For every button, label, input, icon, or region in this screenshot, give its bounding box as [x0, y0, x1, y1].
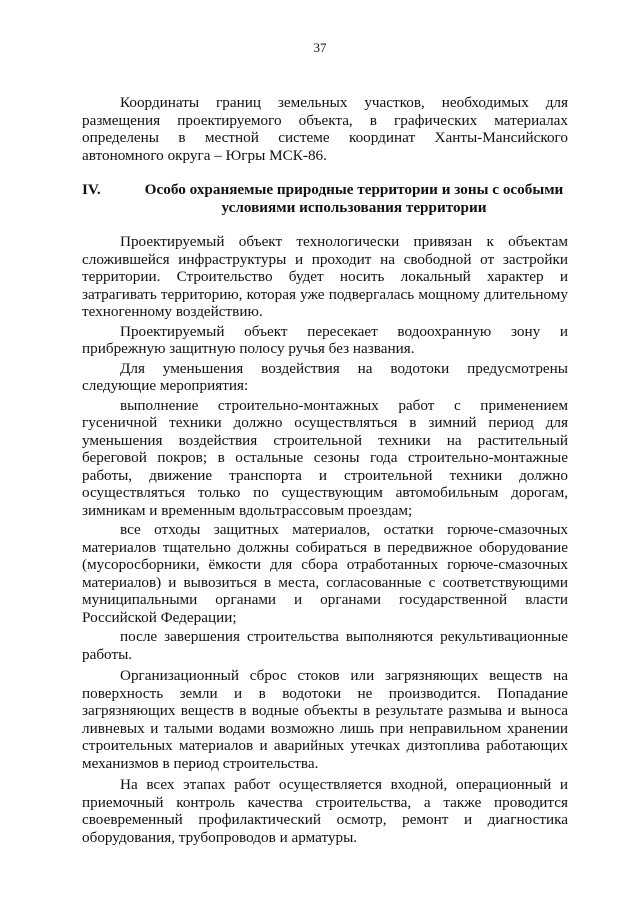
section-number: IV.: [82, 181, 101, 198]
page-number: 37: [313, 40, 327, 55]
list-item-recultivation: после завершения строительства выполняются рекультивационные работы.: [82, 628, 568, 663]
list-item-winter-works: выполнение строительно-монтажных работ с применением гусеничной техники должно осуществляться в зимний период для уменьшения воздействия строительной техники на растительный береговой покров; в остальные сезоны года строительно-монтажные работы, движение транспорта и строительной техники должно осуществляться только по существующим автомобильным дорогам, зимникам и временным вдольтрассовым проездам;: [82, 396, 568, 519]
list-item-waste-collection: все отходы защитных материалов, остатки горюче-смазочных материалов тщательно должны собираться в передвижное оборудование (мусоросборники, ёмкости для сбора отработанных горюче-смазочных материалов) и вывозиться в места, согласованные с соответствующими муниципальными органами и органами государственной власти Российской Федерации;: [82, 521, 568, 626]
paragraph-water-zone: Проектируемый объект пересекает водоохранную зону и прибрежную защитную полосу ручья без названия.: [82, 322, 568, 357]
paragraph-coordinates: Координаты границ земельных участков, необходимых для размещения проектируемого объекта, в графических материалах определены в местной системе координат Ханты-Мансийского автономного округа – Югры МСК-86.: [82, 94, 568, 164]
section-title: Особо охраняемые природные территории и зоны с особыми условиями использования территории: [144, 181, 564, 216]
paragraph-discharge: Организационный сброс стоков или загрязняющих веществ на поверхность земли и в водотоки не производится. Попадание загрязняющих веществ в водные объекты в результате размыва и выноса ливневых и талыми водами возможно лишь при неправильном хранении строительных материалов и аварийных утечках дизтоплива работающих механизмов в период строительства.: [82, 667, 568, 772]
paragraph-measures-intro: Для уменьшения воздействия на водотоки предусмотрены следующие мероприятия:: [82, 359, 568, 394]
page-content: [82, 94, 568, 846]
paragraph-quality-control: На всех этапах работ осуществляется входной, операционный и приемочный контроль качества строительства, а также проводится своевременный профилактический осмотр, ремонт и диагностика оборудования, трубопроводов и арматуры.: [82, 776, 568, 846]
paragraph-object-binding: Проектируемый объект технологически привязан к объектам сложившейся инфраструктуры и проходит на свободной от застройки территории. Строительство будет носить локальный характер и затрагивать территорию, которая уже подвергалась мощному длительному техногенному воздействию.: [82, 233, 568, 320]
section-heading: [82, 181, 568, 217]
